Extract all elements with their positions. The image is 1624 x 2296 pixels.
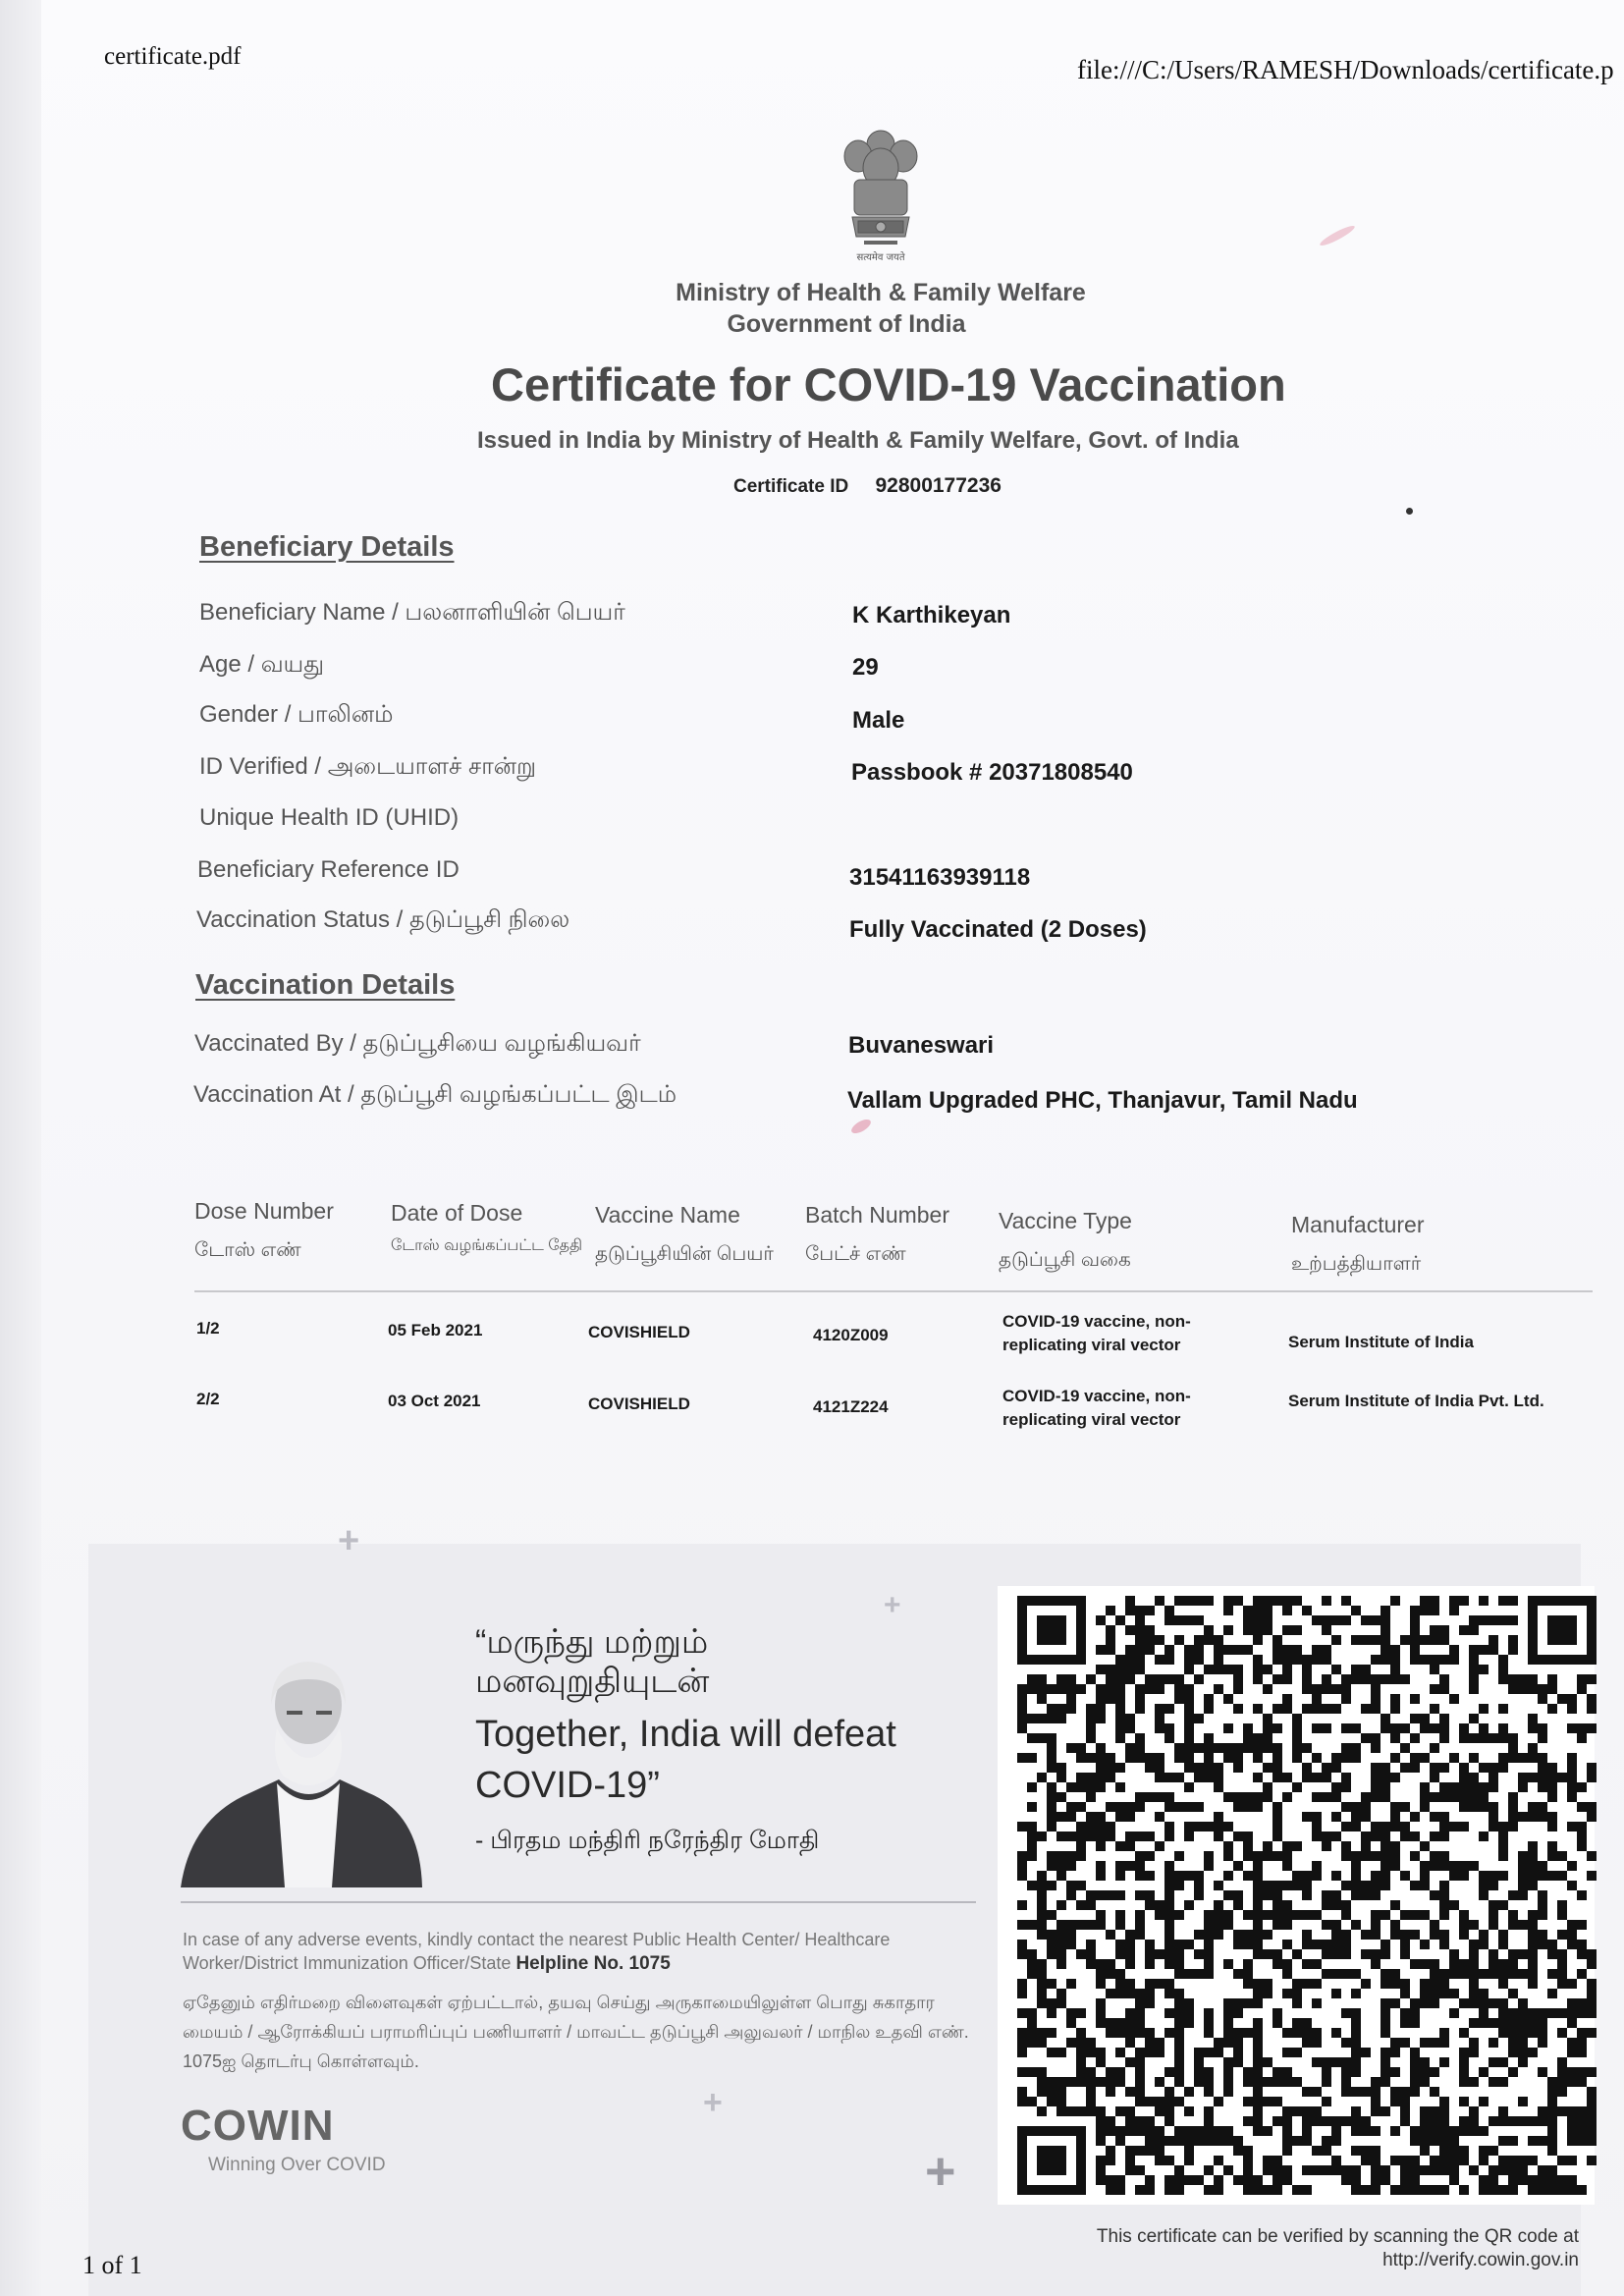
th-manufacturer-en: Manufacturer [1291,1212,1425,1237]
vaccination-heading: Vaccination Details [195,969,456,1001]
gender-label: Gender / பாலினம் [199,701,394,728]
certificate-id-value: 92800177236 [875,474,1001,497]
plus-decoration-icon: + [884,1589,901,1621]
issuer-block [0,277,1624,340]
dose1-vaccine-type: COVID-19 vaccine, non-replicating viral vector [1002,1312,1191,1354]
vaccination-at-value: Vallam Upgraded PHC, Thanjavur, Tamil Nadu [847,1087,1358,1114]
scan-mark [1406,508,1413,515]
quote-attribution: - பிரதம மந்திரி நரேந்திர மோதி [475,1827,820,1854]
prime-minister-portrait [181,1646,422,1887]
svg-text:सत्यमेव जयते: सत्यमेव जयते [856,252,905,263]
age-label: Age / வயது [199,651,325,678]
th-batch-number-en: Batch Number [805,1202,950,1228]
quote-tamil-line2: மனவுறுதியுடன் [475,1663,710,1700]
dose1-date: 05 Feb 2021 [388,1321,483,1339]
page-number: 1 of 1 [82,2251,142,2279]
cowin-tagline: Winning Over COVID [208,2155,386,2175]
certificate-title: Certificate for COVID-19 Vaccination [491,358,1286,410]
id-verified-value: Passbook # 20371808540 [851,759,1133,786]
quote-english-line2: COVID-19” [475,1765,660,1806]
age-value: 29 [852,654,879,681]
certificate-subtitle: Issued in India by Ministry of Health & Family Welfare, Govt. of India [477,427,1239,454]
th-vaccine-type-ta: தடுப்பூசி வகை [999,1249,1131,1271]
dose2-batch: 4121Z224 [813,1397,889,1416]
print-header-filename: certificate.pdf [104,43,242,70]
vaccination-at-label: Vaccination At / தடுப்பூசி வழங்கப்பட்ட இடம் [193,1081,677,1108]
th-date-of-dose [391,1198,587,1255]
dose1-vaccine-name: COVISHIELD [588,1323,690,1341]
scan-left-edge [0,0,41,2296]
vaccination-status-value: Fully Vaccinated (2 Doses) [849,916,1147,943]
dose2-number: 2/2 [196,1390,220,1408]
beneficiary-heading: Beneficiary Details [199,531,455,563]
th-vaccine-name [595,1200,801,1269]
quote-english [475,1709,896,1811]
th-vaccine-name-ta: தடுப்பூசியின் பெயர் [595,1243,774,1265]
table-divider [194,1290,1593,1292]
certificate-id [733,474,1001,498]
issuer-government: Government of India [727,310,966,338]
qr-code-panel [998,1586,1595,2205]
advisory-tamil: ஏதேனும் எதிர்மறை விளைவுகள் ஏற்பட்டால், தயவு செய்து அருகாமையிலுள்ள பொது சுகாதார மையம் / ஆரோக்கியப் பராமரிப்புப் பணியாளர் / மாவட்ட தடுப்பூசி அலுவலர் / மாநில உதவி எண். 1075ஐ தொடர்பு கொள்ளவும். [183,1993,969,2071]
th-dose-number-ta: டோஸ் எண் [194,1239,301,1261]
vaccination-status-label: Vaccination Status / தடுப்பூசி நிலை [196,906,570,933]
quote-tamil [475,1622,709,1701]
th-batch-number-ta: பேட்ச் எண் [805,1243,906,1265]
dose2-manufacturer: Serum Institute of India Pvt. Ltd. [1288,1392,1544,1410]
th-batch-number [805,1200,1001,1269]
dose2-vaccine-type: COVID-19 vaccine, non-replicating viral vector [1002,1387,1191,1429]
print-header-url: file:///C:/Users/RAMESH/Downloads/certificate.p [1077,55,1614,84]
issuer-ministry: Ministry of Health & Family Welfare [676,279,1086,306]
gender-value: Male [852,707,905,734]
plus-decoration-icon: + [338,1520,360,1561]
th-dose-number [194,1196,371,1265]
vaccinated-by-label: Vaccinated By / தடுப்பூசியை வழங்கியவர் [194,1030,641,1057]
cowin-logo: COWIN [181,2102,335,2150]
vaccinated-by-value: Buvaneswari [848,1032,995,1059]
dose1-batch: 4120Z009 [813,1326,889,1344]
certificate-id-label: Certificate ID [733,476,849,497]
th-date-of-dose-ta: டோஸ் வழங்கப்பட்ட தேதி [391,1237,583,1254]
th-date-of-dose-en: Date of Dose [391,1200,523,1226]
qr-modules [1017,1596,1597,2195]
dose2-date: 03 Oct 2021 [388,1392,481,1410]
th-vaccine-type [999,1206,1254,1275]
th-vaccine-name-en: Vaccine Name [595,1202,740,1228]
plus-decoration-icon: + [703,2084,723,2121]
quote-english-line1: Together, India will defeat [475,1714,896,1755]
reference-id-label: Beneficiary Reference ID [197,856,460,883]
uhid-label: Unique Health ID (UHID) [199,804,460,831]
adverse-events-advisory [183,1928,968,1976]
beneficiary-name-value: K Karthikeyan [852,602,1011,629]
quote-tamil-line1: “மருந்து மற்றும் [475,1623,709,1661]
plus-decoration-icon: + [925,2142,956,2201]
qr-note-line1: This certificate can be verified by scanning the QR code at [1096,2226,1579,2247]
dose1-number: 1/2 [196,1319,220,1338]
th-manufacturer [1291,1210,1527,1279]
reference-id-value: 31541163939118 [849,864,1031,891]
id-verified-label: ID Verified / அடையாளச் சான்று [199,753,537,780]
qr-verification-note [1049,2225,1579,2272]
national-emblem-icon [835,123,927,272]
beneficiary-name-label: Beneficiary Name / பலனாளியின் பெயர் [199,599,625,626]
dose2-vaccine-name: COVISHIELD [588,1394,690,1413]
promo-divider [181,1901,976,1903]
qr-code-icon[interactable] [1017,1596,1597,2195]
dose1-manufacturer: Serum Institute of India [1288,1333,1474,1351]
th-vaccine-type-en: Vaccine Type [999,1208,1132,1233]
qr-note-line2: http://verify.cowin.gov.in [1382,2250,1579,2270]
th-dose-number-en: Dose Number [194,1198,334,1224]
helpline-number: Helpline No. 1075 [515,1953,671,1974]
advisory-english: In case of any adverse events, kindly contact the nearest Public Health Center/ Healthcare Worker/District Immunization Officer/State [183,1930,891,1973]
th-manufacturer-ta: உற்பத்தியாளர் [1291,1253,1422,1275]
